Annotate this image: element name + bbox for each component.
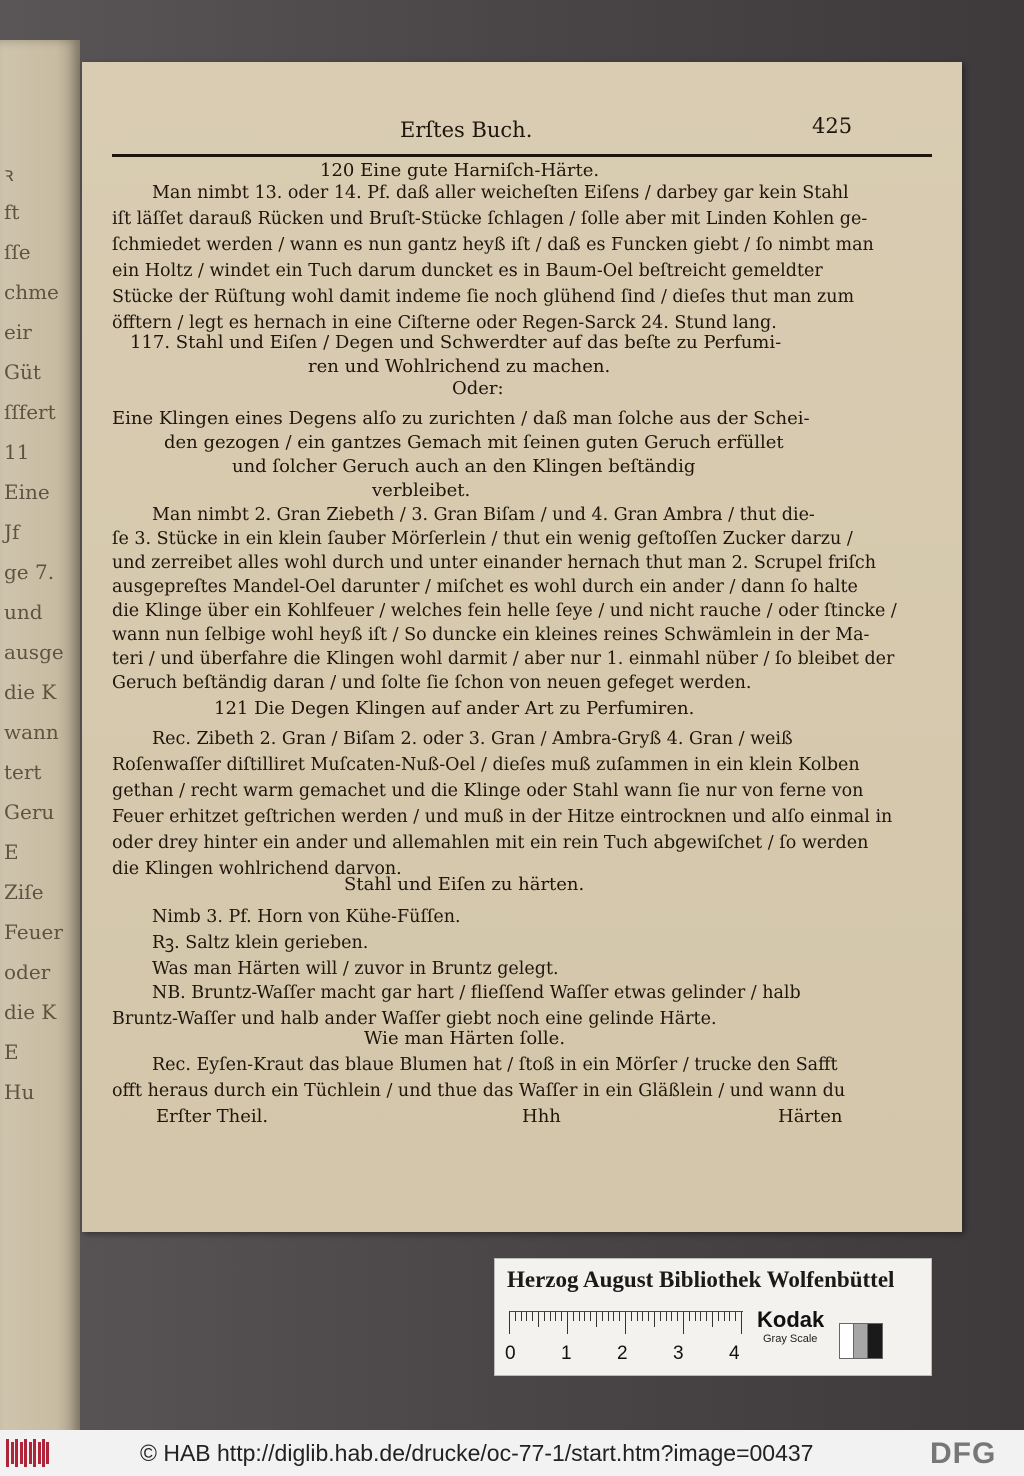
section-heading: verbleibet. (372, 480, 471, 501)
ruler-tick (671, 1312, 672, 1321)
ruler-tick (532, 1312, 533, 1321)
ruler-tick (735, 1312, 736, 1321)
text-line: Geruch beſtändig daran / und ſolte ſie ſchon von neuen gefeget werden. (112, 673, 752, 693)
hab-logo-bar (11, 1442, 14, 1464)
ruler-tick (579, 1312, 580, 1321)
ruler-tick (729, 1312, 730, 1321)
ruler-tick (637, 1312, 638, 1321)
ruler-tick (689, 1312, 690, 1321)
facing-page-fragment: Hu (4, 1080, 35, 1104)
header-rule (112, 154, 932, 157)
facing-page-fragment: Jf (4, 520, 20, 544)
ruler-tick (590, 1312, 591, 1321)
text-line: Rec. Zibeth 2. Gran / Biſam 2. oder 3. Gran / Ambra-Gryß 4. Gran / weiß (152, 729, 793, 749)
ruler-number: 4 (729, 1343, 740, 1364)
ruler-tick (521, 1312, 522, 1321)
section-heading: Oder: (452, 378, 504, 399)
facing-page-fragment: oder (4, 960, 51, 984)
ruler-number: 2 (617, 1343, 628, 1364)
ruler-tick (706, 1312, 707, 1321)
dfg-logo: DFG (930, 1437, 997, 1470)
facing-page-fragment: die K (4, 680, 57, 704)
text-line: ſchmiedet werden / wann es nun gantz heyß iſt / daß es Funcken giebt / ſo nimbt man (112, 235, 874, 255)
hab-logo-bar (20, 1442, 23, 1464)
facing-page-edge (0, 40, 80, 1440)
text-line: oder drey hinter ein ander und allemahlen mit ein rein Tuch abgewiſchet / ſo werden (112, 833, 869, 853)
facing-page-fragment: chme (4, 280, 59, 304)
text-line: ausgepreſtes Mandel-Oel darunter / miſchet es wohl durch ein ander / dann ſo halte (112, 577, 858, 597)
text-line: Bruntz-Waſſer und halb ander Waſſer giebt noch eine gelinde Härte. (112, 1009, 717, 1029)
facing-page-fragment: ꝛ (4, 162, 14, 186)
ruler-tick (654, 1312, 655, 1327)
ruler-tick (642, 1312, 643, 1321)
text-line: gethan / recht warm gemachet und die Klinge oder Stahl wann ſie nur von ferne von (112, 781, 864, 801)
ruler-tick (660, 1312, 661, 1321)
ruler-number: 0 (505, 1343, 516, 1364)
ruler-tick (700, 1312, 701, 1321)
text-line: Man nimbt 13. oder 14. Pf. daß aller weicheſten Eiſens / darbey gar kein Stahl (152, 183, 849, 203)
ruler-tick (625, 1312, 626, 1334)
facing-page-fragment: ausge (4, 640, 64, 664)
ruler-scale (509, 1311, 743, 1342)
ruler-tick (573, 1312, 574, 1321)
section-heading: ren und Wohlrichend zu machen. (308, 356, 611, 377)
ruler-tick (515, 1312, 516, 1321)
text-line: offt heraus durch ein Tüchlein / und thue das Waſſer in ein Gläßlein / und wann du (112, 1081, 846, 1101)
ruler-tick (567, 1312, 568, 1334)
section-heading: 117. Stahl und Eiſen / Degen und Schwerdter auf das beſte zu Perfumi- (130, 332, 782, 353)
facing-page-fragment: wann (4, 720, 59, 744)
ruler-tick (718, 1312, 719, 1321)
footer-catchword: Härten (778, 1106, 843, 1127)
facing-page-fragment: Feuer (4, 920, 63, 944)
ruler-tick (608, 1312, 609, 1321)
ruler-tick (596, 1312, 597, 1327)
facing-page-fragment: die K (4, 1000, 57, 1024)
text-line: wann nun ſelbige wohl heyß iſt / So duncke ein kleines reines Schwämlein in der Ma- (112, 625, 870, 645)
hab-logo-bar (46, 1442, 49, 1464)
ruler-tick (544, 1312, 545, 1321)
section-heading: und ſolcher Geruch auch an den Klingen beſtändig (232, 456, 696, 477)
ruler-tick (683, 1312, 684, 1334)
hab-logo-bar (33, 1439, 36, 1467)
text-line: und zerreibet alles wohl durch und unter einander hernach thut man 2. Scrupel friſch (112, 553, 877, 573)
ruler-tick (550, 1312, 551, 1321)
facing-page-fragment: Eine (4, 480, 50, 504)
text-line: ein Holtz / windet ein Tuch darum duncket es in Baum-Oel beſtreicht gemeldter (112, 261, 823, 281)
ruler-number: 3 (673, 1343, 684, 1364)
hab-logo-bar (6, 1439, 9, 1467)
ruler-number: 1 (561, 1343, 572, 1364)
ruler-tick (584, 1312, 585, 1321)
text-line: die Klinge über ein Kohlfeuer / welches fein helle ſeye / und nicht rauche / oder ſtincke / (112, 601, 897, 621)
document-page (82, 62, 962, 1232)
text-line: Man nimbt 2. Gran Ziebeth / 3. Gran Biſam / und 4. Gran Ambra / thut die- (152, 505, 815, 525)
page-number: 425 (812, 114, 853, 138)
hab-logo-bar (38, 1442, 41, 1464)
text-line: iſt läſſet darauß Rücken und Bruſt-Stücke ſchlagen / ſolle aber mit Linden Kohlen ge- (112, 209, 868, 229)
hab-logo-bar (15, 1439, 18, 1467)
ruler-tick (613, 1312, 614, 1321)
library-name: Herzog August Bibliothek Wolfenbüttel (507, 1267, 895, 1292)
facing-page-fragment: eir (4, 320, 32, 344)
copyright-link[interactable]: © HAB http://diglib.hab.de/drucke/oc-77-1/start.htm?image=00437 (140, 1440, 814, 1466)
ruler-tick (666, 1312, 667, 1321)
ruler-tick (712, 1312, 713, 1327)
ruler-tick (509, 1312, 510, 1334)
text-line: Rꝫ. Saltz klein gerieben. (152, 933, 369, 953)
ruler-tick (561, 1312, 562, 1321)
hab-logo-icon (6, 1439, 50, 1467)
section-heading: Wie man Härten ſolle. (364, 1028, 566, 1049)
facing-page-fragment: und (4, 600, 43, 624)
ruler-tick (526, 1312, 527, 1321)
hab-logo-bar (29, 1442, 32, 1464)
facing-page-fragment: ge 7. (4, 560, 55, 584)
ruler-tick (602, 1312, 603, 1321)
facing-page-fragment: ſſfert (4, 400, 56, 424)
text-line: Was man Härten will / zuvor in Bruntz gelegt. (152, 959, 559, 979)
gray-scale-label: Gray Scale (763, 1333, 818, 1345)
section-heading: Stahl und Eiſen zu härten. (344, 874, 585, 895)
kodak-logo: Kodak (757, 1307, 825, 1332)
text-line: Roſenwaſſer diſtilliret Muſcaten-Nuß-Oel / dieſes muß zuſammen in ein klein Kolben (112, 755, 860, 775)
ruler-tick (695, 1312, 696, 1321)
ruler-tick (631, 1312, 632, 1321)
ruler-tick (724, 1312, 725, 1321)
facing-page-fragment: Ziſe (4, 880, 44, 904)
text-line: teri / und überfahre die Klingen wohl darmit / aber nur 1. einmahl nüber / ſo bleibet der (112, 649, 895, 669)
facing-page-fragment: E (4, 1040, 19, 1064)
ruler-numbers (505, 1343, 755, 1367)
text-line: Nimb 3. Pf. Horn von Kühe-Füſſen. (152, 907, 461, 927)
section-heading: 120 Eine gute Harniſch-Härte. (320, 160, 600, 181)
facing-page-fragment: E (4, 840, 19, 864)
facing-page-fragment: ft (4, 200, 20, 224)
color-calibration-card (494, 1258, 932, 1376)
facing-page-fragment: ſſe (4, 240, 31, 264)
ruler-tick (619, 1312, 620, 1321)
section-heading: 121 Die Degen Klingen auf ander Art zu Perfumiren. (214, 698, 695, 719)
facing-page-fragment: 11 (4, 440, 30, 464)
text-line: NB. Bruntz-Waſſer macht gar hart / flieſſend Waſſer etwas gelinder / halb (152, 983, 801, 1003)
hab-logo-bar (24, 1439, 27, 1467)
footer-volume: Erſter Theil. (156, 1106, 269, 1127)
ruler-tick (555, 1312, 556, 1321)
section-heading: Eine Klingen eines Degens alſo zu zurichten / daß man ſolche aus der Schei- (112, 408, 810, 429)
text-line: Stücke der Rüſtung wohl damit indeme ſie noch glühend ſind / dieſes thut man zum (112, 287, 855, 307)
ruler-tick (538, 1312, 539, 1327)
ruler-tick (648, 1312, 649, 1321)
text-line: die Klingen wohlrichend darvon. (112, 859, 402, 879)
hab-logo-bar (42, 1439, 45, 1467)
facing-page-fragment: Geru (4, 800, 55, 824)
swatch-black (867, 1323, 883, 1359)
ruler-tick (741, 1312, 742, 1334)
section-heading: den gezogen / ein gantzes Gemach mit ſeinen guten Geruch erfüllet (164, 432, 784, 453)
running-head: Erſtes Buch. (400, 118, 533, 142)
ruler-tick (677, 1312, 678, 1321)
footer-signature: Hhh (522, 1106, 561, 1127)
text-line: öfftern / legt es hernach in eine Ciſterne oder Regen-Sarck 24. Stund lang. (112, 313, 777, 333)
facing-page-fragment: tert (4, 760, 42, 784)
text-line: Feuer erhitzet geſtrichen werden / und muß in der Hitze eintrocknen und alſo einmal in (112, 807, 893, 827)
facing-page-fragment: Güt (4, 360, 41, 384)
text-line: Rec. Eyſen-Kraut das blaue Blumen hat / ſtoß in ein Mörſer / trucke den Safft (152, 1055, 838, 1075)
text-line: ſe 3. Stücke in ein klein ſauber Mörſerlein / thut ein wenig geſtoſſen Zucker darzu / (112, 529, 853, 549)
